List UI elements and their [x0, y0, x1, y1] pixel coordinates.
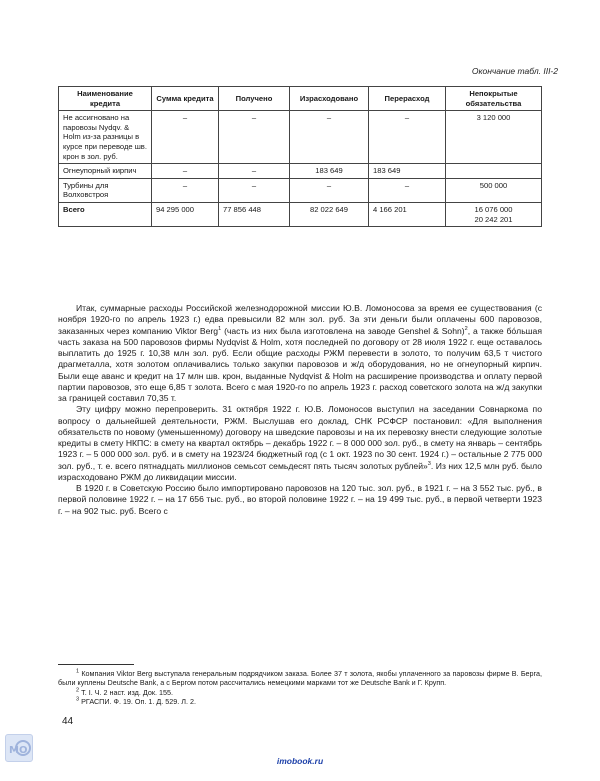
column-header-spent: Израсходовано — [290, 87, 369, 111]
footnote-text: РГАСПИ. Ф. 19. Оп. 1. Д. 529. Л. 2. — [81, 696, 196, 706]
table-cell: – — [290, 178, 369, 202]
footnote-number: 1 — [76, 668, 80, 675]
footnote — [58, 688, 542, 697]
table-cell: – — [219, 111, 290, 164]
table-cell: – — [219, 164, 290, 179]
footnote-number: 3 — [76, 696, 80, 703]
footnote-text: Т. I. Ч. 2 наст. изд. Док. 155. — [81, 687, 173, 697]
table-cell: – — [369, 111, 446, 164]
table-total-row — [59, 202, 542, 226]
column-header-uncovered: Непокрытые обязательства — [446, 87, 542, 111]
paragraph-text: Итак, суммарные расходы Российской железнодорожной миссии Ю.В. Ломоносова за время ее существования (с ноября 1920-го по апрель 1923 г.) едва превысили 82 млн зол. руб. За эти деньги были оплачены 600 паровозов, заказанных через компанию Viktor Berg — [58, 303, 542, 336]
footnote — [58, 697, 542, 706]
paragraph: В 1920 г. в Советскую Россию было импортировано паровозов на 120 тыс. зол. руб., в 1921 г. – на 3 552 тыс. руб., в первой половине 1922 г. – на 17 656 тыс. руб., во второй половине 1922 г. – на 19 499 тыс. руб., в первой четверти 1923 г. – на 902 тыс. руб. Всего с — [58, 483, 542, 516]
table-cell: 82 022 649 — [290, 202, 369, 226]
table-cell: – — [152, 111, 219, 164]
page-number: 44 — [62, 716, 74, 727]
table-cell: Турбины для Волховстроя — [59, 178, 152, 202]
credits-table — [58, 86, 542, 227]
table-cell: Огнеупорный кирпич — [59, 164, 152, 179]
paragraph — [58, 404, 542, 483]
table-cell: – — [290, 111, 369, 164]
table-cell: 77 856 448 — [219, 202, 290, 226]
table-cell: 3 120 000 — [446, 111, 542, 164]
logo-text: МО — [9, 745, 28, 756]
table-cell: – — [369, 178, 446, 202]
column-header-credit-amount: Сумма кредита — [152, 87, 219, 111]
table-cell: 94 295 000 — [152, 202, 219, 226]
table-cell: 500 000 — [446, 178, 542, 202]
paragraph — [58, 303, 542, 404]
table-cell: 183 649 — [290, 164, 369, 179]
paragraph-text: . Из них 12,5 млн руб. было израсходовано РЖМ до ликвидации миссии. — [58, 460, 542, 482]
column-header-overspend: Перерасход — [369, 87, 446, 111]
paragraph-text: , а также бо́льшая часть заказа на 500 паровозов фирмы Nydqvist & Holm, хотя последней по договору от 28 июля 1922 г. еще оставалось выплатить до 1925 г. 10,38 млн зол. руб. Если общие расходы РЖМ перевести в золото, то получим 63,5 т чистого драгметалла, хотя золотом оплачивались только закупки паровозов и ж/д оборудования, но не огнеупорный кирпич. Были еще аванс и кредит на 17 млн шв. крон, выданные Nydqvist & Holm на расширение производства и оплату первой партии паровозов, это еще 6,85 т золота. Всего с мая 1920-го по апрель 1923 г. расход советского золота на ж/д закупки за границей составил 70,35 т. — [58, 325, 542, 403]
table-cell: 183 649 — [369, 164, 446, 179]
table-cell: Всего — [59, 202, 152, 226]
table-row — [59, 178, 542, 202]
column-header-received: Получено — [219, 87, 290, 111]
table-cell: – — [152, 164, 219, 179]
footnote-number: 2 — [76, 687, 80, 694]
site-link[interactable]: imobook.ru — [276, 756, 324, 766]
paragraph-text: Эту цифру можно перепроверить. 31 октября 1922 г. Ю.В. Ломоносов выступил на заседании Совнаркома по вопросу о дальнейшей деятельности, РЖМ. Выслушав его доклад, СНК РСФСР постановил: «Для выполнения обязательств по новому (уменьшенному) договору на шведские паровозы и на их перевозку внести следующие золотые кредиты в смету НКПС: в смету на квартал октябрь – декабрь 1922 г. – 8 000 000 зол. руб., в смету на январь – сентябрь 1923 г. – 5 000 000 зол. руб. и в смету на 1923/24 бюджетный год (с 1 окт. 1923 по 30 сент. 1924 г.) – остальные 2 775 000 зол. руб., т. е. всего пятнадцать миллионов семьсот семьдесят пять тысяч золотых рублей» — [58, 404, 543, 471]
table-header-row — [59, 87, 542, 111]
table-row — [59, 111, 542, 164]
table-cell: – — [152, 178, 219, 202]
footnote-divider — [58, 664, 134, 665]
table-cell: Не ассигновано на паровозы Nydqv. & Holm из-за разницы в курсе при переводе шв. крон в зол. руб. — [59, 111, 152, 164]
footnotes — [58, 669, 542, 706]
table-cell: – — [219, 178, 290, 202]
body-text — [58, 303, 542, 517]
paragraph-text: (часть из них была изготовлена на заводе Genshel & Sohn) — [221, 325, 465, 336]
table-caption: Окончание табл. III-2 — [471, 66, 558, 76]
footnote-ref: 3 — [427, 460, 431, 467]
footnote — [58, 669, 542, 688]
table-cell: 4 166 201 — [369, 202, 446, 226]
column-header-credit-name: Наименование кредита — [59, 87, 152, 111]
footnote-text: Компания Viktor Berg выступала генеральным подрядчиком заказа. Более 37 т золота, якобы уплаченного за паровозы фирме В. Берга, были куплены Deutsche Bank, а с Бергом потом рассчитались немецкими марками тот же Deutsche Bank и Г. Крупп. — [58, 669, 543, 688]
table-cell: 16 076 000 20 242 201 — [446, 202, 542, 226]
table-cell — [446, 164, 542, 179]
footnote-ref: 1 — [218, 325, 222, 332]
footnote-ref: 2 — [464, 325, 468, 332]
table-row — [59, 164, 542, 179]
